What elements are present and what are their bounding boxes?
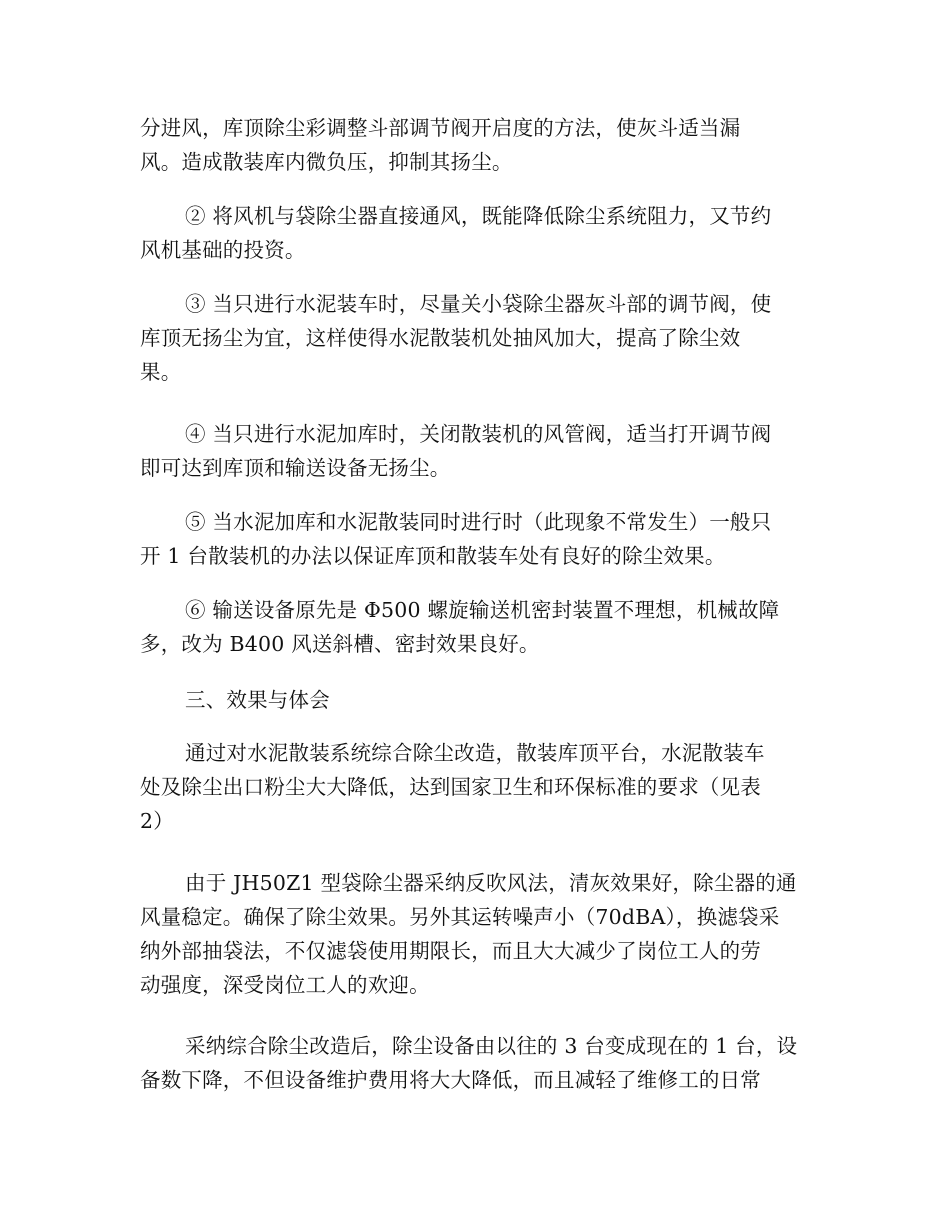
text-line: 风。造成散装库内微负压，抑制其扬尘。 (140, 150, 513, 174)
paragraph-filter (140, 866, 810, 1002)
text-line: 纳外部抽袋法，不仅滤袋使用期限长，而且大大减少了岗位工人的劳 (140, 939, 761, 963)
text-line: 即可达到库顶和输送设备无扬尘。 (140, 456, 451, 480)
text-line: 2） (140, 809, 174, 833)
paragraph-item-4 (140, 417, 810, 485)
text-line: 库顶无扬尘为宜，这样使得水泥散装机处抽风加大，提高了除尘效 (140, 326, 741, 350)
text-line: 动强度，深受岗位工人的欢迎。 (140, 973, 430, 997)
paragraph-item-3 (140, 287, 810, 389)
paragraph-item-2 (140, 199, 810, 267)
text-line: ② 将风机与袋除尘器直接通风，既能降低除尘系统阻力，又节约 (185, 204, 772, 228)
text-line: ③ 当只进行水泥装车时，尽量关小袋除尘器灰斗部的调节阀，使 (185, 292, 772, 316)
text-line: 由于 JH50Z1 型袋除尘器采纳反吹风法，清灰效果好，除尘器的通 (185, 871, 797, 895)
paragraph-item-6 (140, 593, 810, 661)
text-line: 风量稳定。确保了除尘效果。另外其运转噪声小（70dBA），换滤袋采 (140, 905, 780, 929)
heading-text: 三、效果与体会 (185, 688, 330, 712)
text-line: 备数下降，不但设备维护费用将大大降低，而且减轻了维修工的日常 (140, 1068, 761, 1092)
text-line: 开 1 台散装机的办法以保证库顶和散装车处有良好的除尘效果。 (140, 544, 726, 568)
text-line: 采纳综合除尘改造后，除尘设备由以往的 3 台变成现在的 1 台，设 (185, 1034, 798, 1058)
paragraph-equipment (140, 1029, 810, 1097)
paragraph-continuation (140, 111, 810, 179)
paragraph-results (140, 736, 810, 838)
text-line: 多，改为 B400 风送斜槽、密封效果良好。 (140, 632, 540, 656)
paragraph-item-5 (140, 505, 810, 573)
text-line: ④ 当只进行水泥加库时，关闭散装机的风管阀，适当打开调节阀 (185, 422, 772, 446)
text-line: ⑥ 输送设备原先是 Φ500 螺旋输送机密封装置不理想，机械故障 (185, 598, 780, 622)
text-line: 分进风，库顶除尘彩调整斗部调节阀开启度的方法，使灰斗适当漏 (140, 116, 741, 140)
text-line: 通过对水泥散装系统综合除尘改造，散装库顶平台，水泥散装车 (185, 741, 765, 765)
text-line: 处及除尘出口粉尘大大降低，达到国家卫生和环保标准的要求（见表 (140, 775, 761, 799)
section-heading (140, 683, 810, 717)
text-line: 风机基础的投资。 (140, 238, 306, 262)
text-line: ⑤ 当水泥加库和水泥散装同时进行时（此现象不常发生）一般只 (185, 510, 772, 534)
text-line: 果。 (140, 360, 182, 384)
